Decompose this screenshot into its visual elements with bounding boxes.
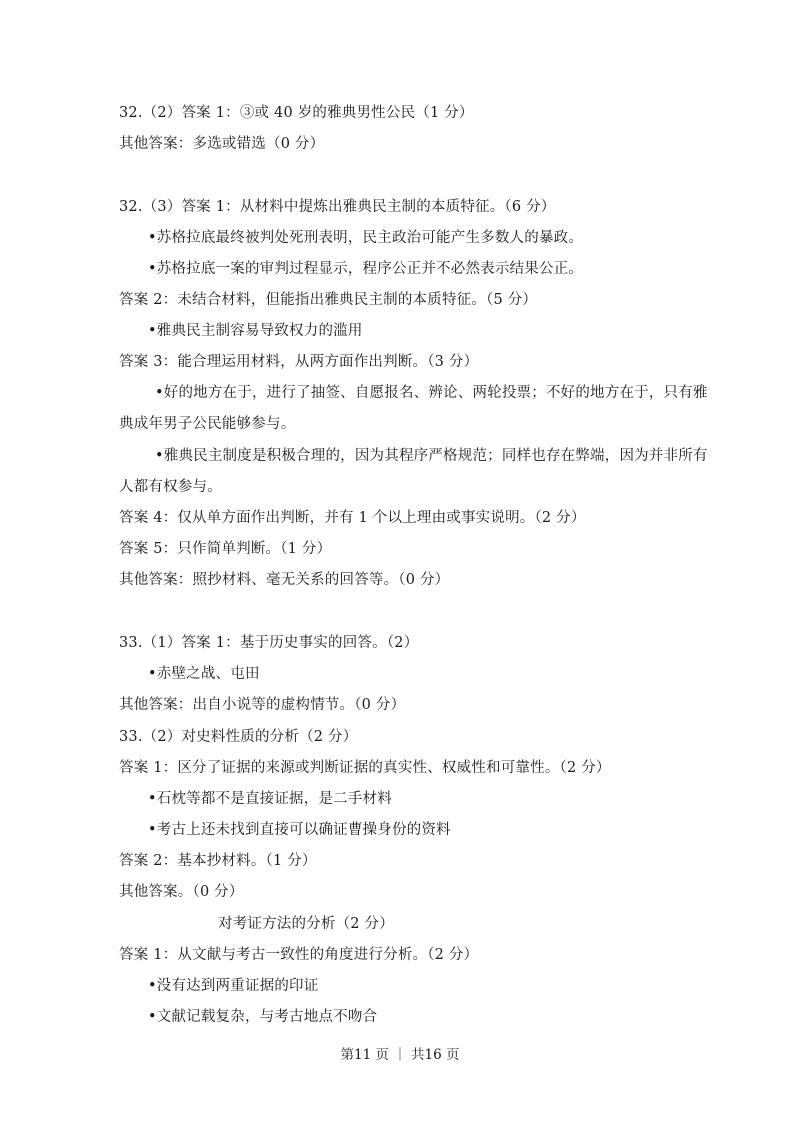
answer-33-1-other: 其他答案：出自小说等的虚构情节。（0 分） <box>119 697 406 713</box>
answer-4-line: 答案 4：仅从单方面作出判断，并有 1 个以上理由或事实说明。（2 分） <box>119 510 586 526</box>
bullet-continuation: 典成年男子公民能够参与。 <box>119 416 296 432</box>
bullet-item: •赤壁之战、屯田 <box>148 666 260 682</box>
answer-1-line: 答案 1：从文献与考古一致性的角度进行分析。（2 分） <box>119 947 479 963</box>
bullet-item: •雅典民主制容易导致权力的滥用 <box>148 323 363 339</box>
bullet-item: •苏格拉底一案的审判过程显示，程序公正并不必然表示结果公正。 <box>148 261 584 277</box>
bullet-item: •文献记载复杂，与考古地点不吻合 <box>148 1009 378 1025</box>
page-footer: 第11 页 ｜ 共16 页 <box>340 1047 460 1063</box>
bullet-continuation: 人都有权参与。 <box>119 479 222 495</box>
answer-33-2-heading: 33.（2）对史料性质的分析（2 分） <box>119 729 358 745</box>
answer-3-line: 答案 3：能合理运用材料，从两方面作出判断。（3 分） <box>119 354 479 370</box>
answer-33-2-other: 其他答案。（0 分） <box>119 884 244 900</box>
bullet-item: •没有达到两重证据的印证 <box>148 978 319 994</box>
answer-32-2-other: 其他答案：多选或错选（0 分） <box>119 136 325 152</box>
answer-32-2-line: 32.（2）答案 1：③或 40 岁的雅典男性公民（1 分） <box>119 105 474 121</box>
answer-33-1-line: 33.（1）答案 1：基于历史事实的回答。（2） <box>119 635 419 651</box>
bullet-item: •苏格拉底最终被判处死刑表明，民主政治可能产生多数人的暴政。 <box>148 230 584 246</box>
answer-5-line: 答案 5：只作简单判断。（1 分） <box>119 541 332 557</box>
subsection-heading: 对考证方法的分析（2 分） <box>218 916 394 932</box>
answer-32-3-other: 其他答案：照抄材料、毫无关系的回答等。（0 分） <box>119 572 450 588</box>
answer-32-3-line: 32.（3）答案 1：从材料中提炼出雅典民主制的本质特征。（6 分） <box>119 199 556 215</box>
answer-2-line: 答案 2：未结合材料，但能指出雅典民主制的本质特征。（5 分） <box>119 292 538 308</box>
answer-1-line: 答案 1：区分了证据的来源或判断证据的真实性、权威性和可靠性。（2 分） <box>119 760 611 776</box>
answer-2-line: 答案 2：基本抄材料。（1 分） <box>119 853 317 869</box>
bullet-item: •石枕等都不是直接证据，是二手材料 <box>148 791 392 807</box>
bullet-item: •好的地方在于，进行了抽签、自愿报名、辨论、两轮投票；不好的地方在于，只有雅 <box>155 385 708 401</box>
bullet-item: •雅典民主制度是积极合理的，因为其程序严格规范；同样也存在弊端，因为并非所有 <box>155 448 708 464</box>
bullet-item: •考古上还未找到直接可以确证曹操身份的资料 <box>148 822 451 838</box>
